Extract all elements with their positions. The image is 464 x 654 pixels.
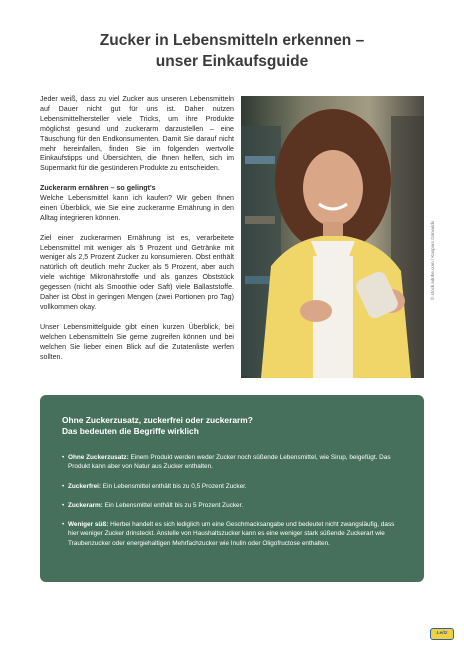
title-line-2: unser Einkaufsguide	[155, 53, 309, 70]
title-line-1: Zucker in Lebensmitteln erkennen –	[99, 32, 365, 49]
photo-illustration	[241, 96, 424, 378]
sugar-terms-info-box	[40, 395, 424, 582]
info-box-title-line-2: Das bedeuten die Begriffe wirklich	[62, 426, 199, 436]
intro-paragraph-2: Welche Lebensmittel kann ich kaufen? Wir geben Ihnen einen Überblick, wie Sie eine zuckerarme Ernährung in den Alltag integrieren können.	[40, 194, 234, 222]
info-item-term: Zuckerfrei:	[68, 482, 102, 490]
bullet-icon: •	[62, 454, 65, 461]
info-item-zuckerfrei	[62, 482, 406, 491]
bullet-icon: •	[62, 501, 65, 509]
brand-logo-text: Leitz	[436, 631, 448, 636]
intro-subheading: Zuckerarm ernähren – so gelingt's	[40, 184, 156, 193]
info-box-title	[62, 415, 406, 437]
info-item-text: Ein Lebensmittel enthält bis zu 5 Prozent Zucker.	[102, 501, 244, 509]
info-item-term: Weniger süß:	[68, 521, 109, 529]
info-item-ohne-zuckerzusatz	[62, 453, 406, 472]
info-item-term: Ohne Zuckerzusatz:	[68, 454, 129, 461]
info-item-text: Hierbei handelt es sich lediglich um eine Geschmacksangabe und bedeutet nicht zwangsläufig, dass hier weniger Zucker drinsteckt. Anstelle von Haushaltszucker kann es eine weniger stark süßende Zuckerart wie Traubenzucker oder energiehaltigen Mehrfachzucker wie Inulin oder Oligofructose enthalten.	[68, 521, 395, 547]
info-item-text: Einem Produkt werden weder Zucker noch süßende Lebensmittel, wie Sirup, beigefügt. Das Produkt kann aber von Natur aus Zucker enthalten.	[68, 454, 391, 471]
info-item-weniger-suess	[62, 520, 406, 548]
info-item-zuckerarm	[62, 501, 406, 510]
info-box-title-line-1: Ohne Zuckerzusatz, zuckerfrei oder zuckerarm?	[62, 415, 253, 425]
intro-paragraph-4: Unser Lebensmittelguide gibt einen kurzen Überblick, bei welchen Lebensmitteln Sie gerne zugreifen können und bei welchen Sie lieber einen Blick auf die Zutatenliste werfen sollten.	[40, 322, 234, 361]
intro-paragraph-1: Jeder weiß, dass zu viel Zucker aus unseren Lebensmitteln auf Dauer nicht gut für uns ist. Daher nutzen Lebensmittelhersteller viele Tricks, um ihre Produkte möglichst gesund und zuckerarm darzustellen – eine Täuschung für den Endkonsumenten. Damit Sie darauf nicht mehr hereinfallen, finden Sie im folgenden wertvolle Einkaufstipps und Übersichten, die Ihnen helfen, sich im Supermarkt für die gesünderen Produkte zu entscheiden.	[40, 95, 234, 173]
bullet-icon: •	[62, 521, 65, 529]
info-item-text: Ein Lebensmittel enthält bis zu 0,5 Prozent Zucker.	[101, 482, 247, 490]
photo-credit: © stock.adobe.com / Kaspars Grinvalds	[430, 220, 435, 300]
brand-logo	[430, 628, 454, 640]
intro-text	[40, 95, 234, 372]
page-title	[40, 30, 424, 72]
intro-paragraph-3: Ziel einer zuckerarmen Ernährung ist es, verarbeitete Lebensmittel mit weniger als 5 Prozent und Getränke mit weniger als 2,5 Prozent Zucker zu konsumieren. Obst enthält natürlich oft deutlich mehr Zucker als 5 Prozent, aber auch viele wichtige Mikronährstoffe und als ganzes Obststück gegessen (nicht als Smoothie oder Saft) viele Ballaststoffe. Daher ist Obst in geringen Mengen (zwei Portionen pro Tag) vollkommen okay.	[40, 233, 234, 311]
bullet-icon: •	[62, 482, 65, 490]
woman-reading-label-photo	[241, 96, 424, 378]
info-item-term: Zuckerarm:	[68, 501, 103, 509]
